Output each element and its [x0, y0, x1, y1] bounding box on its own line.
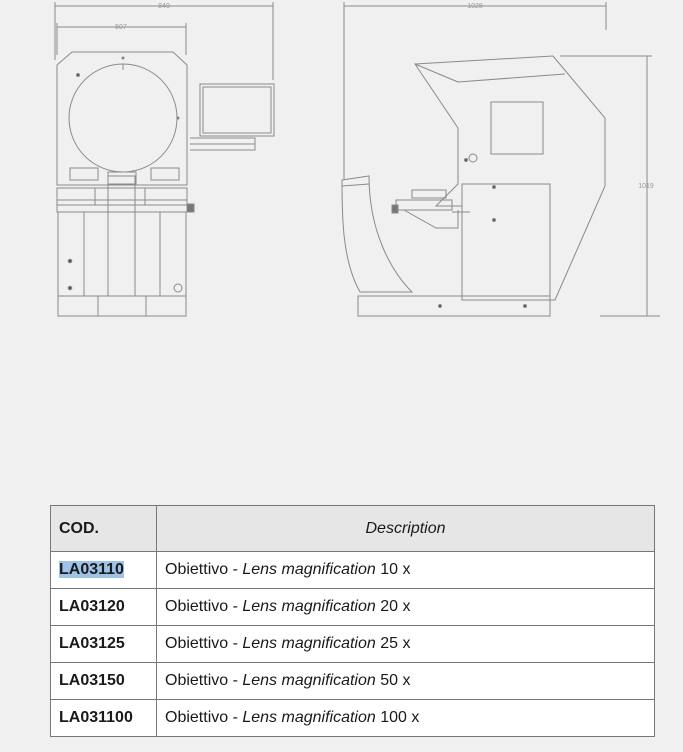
product-code[interactable] [51, 589, 157, 626]
product-description [157, 700, 655, 737]
description-italic: Lens magnification [242, 635, 376, 652]
product-description [157, 663, 655, 700]
technical-drawing [0, 0, 683, 330]
description-italic: Lens magnification [242, 709, 376, 726]
product-description [157, 552, 655, 589]
front-view [55, 2, 274, 316]
description-prefix: Obiettivo - [165, 672, 243, 689]
table-row [51, 626, 655, 663]
product-code-text[interactable]: LA03150 [59, 672, 125, 689]
description-italic: Lens magnification [242, 672, 376, 689]
description-prefix: Obiettivo - [165, 561, 243, 578]
product-description [157, 589, 655, 626]
description-suffix: 10 x [375, 561, 411, 578]
description-prefix: Obiettivo - [165, 709, 243, 726]
dim-507: 507 [115, 24, 127, 31]
product-code-text[interactable]: LA03110 [59, 561, 124, 578]
description-italic: Lens magnification [242, 561, 376, 578]
table-row [51, 589, 655, 626]
product-code-text[interactable]: LA031100 [59, 709, 133, 726]
table-row [51, 552, 655, 589]
description-suffix: 100 x [375, 709, 420, 726]
product-code-table [50, 505, 655, 737]
dim-1019: 1019 [638, 183, 654, 190]
description-prefix: Obiettivo - [165, 598, 243, 615]
description-suffix: 50 x [375, 672, 411, 689]
dim-849: 849 [158, 3, 170, 10]
header-description: Description [157, 506, 655, 552]
description-suffix: 20 x [375, 598, 411, 615]
description-prefix: Obiettivo - [165, 635, 243, 652]
product-code[interactable] [51, 663, 157, 700]
side-view [342, 2, 660, 316]
product-code[interactable] [51, 552, 157, 589]
table-header-row [51, 506, 655, 552]
description-italic: Lens magnification [242, 598, 376, 615]
product-description [157, 626, 655, 663]
table-row [51, 700, 655, 737]
product-code[interactable] [51, 700, 157, 737]
header-code: COD. [51, 506, 157, 552]
product-code-text[interactable]: LA03120 [59, 598, 125, 615]
product-code[interactable] [51, 626, 157, 663]
table-row [51, 663, 655, 700]
product-code-text[interactable]: LA03125 [59, 635, 125, 652]
dim-1028: 1028 [467, 3, 483, 10]
description-suffix: 25 x [375, 635, 411, 652]
